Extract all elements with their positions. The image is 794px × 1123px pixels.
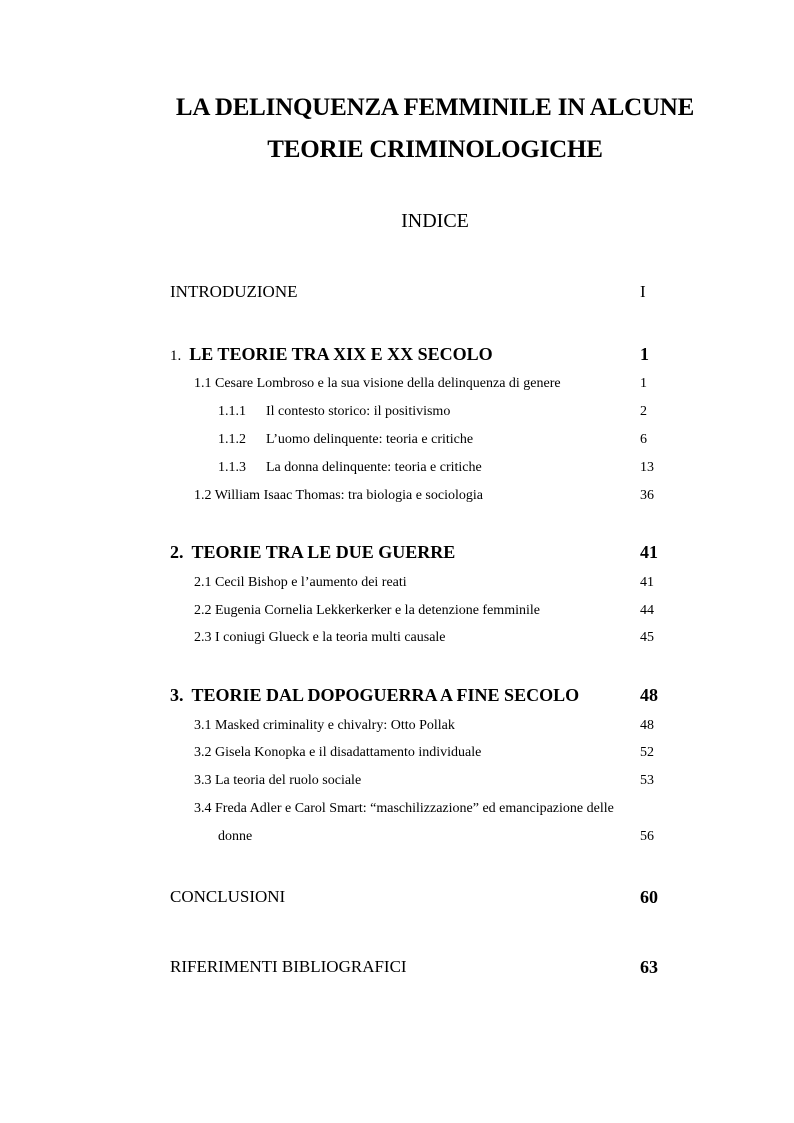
toc-introduction-page: I — [640, 282, 646, 301]
toc-section-3-4-page: 56 — [640, 829, 654, 844]
toc-section-2-3-page: 45 — [640, 630, 654, 645]
toc-chapter-3-page: 48 — [640, 685, 658, 705]
toc-section-3-4: 3.4 Freda Adler e Carol Smart: “maschilizzazione” ed emancipazione delle — [194, 801, 614, 816]
toc-chapter-3-number: 3. — [170, 685, 184, 705]
toc-subsection-1-1-2 — [218, 428, 473, 452]
toc-chapter-2-title: TEORIE TRA LE DUE GUERRE — [191, 542, 456, 562]
toc-bibliography-page: 63 — [640, 957, 658, 977]
toc-chapter-1-number: 1. — [170, 348, 182, 364]
toc-section-2-3: 2.3 I coniugi Glueck e la teoria multi causale — [194, 630, 446, 645]
toc-bibliography-label: RIFERIMENTI BIBLIOGRAFICI — [170, 957, 407, 976]
toc-chapter-1 — [170, 342, 493, 366]
toc-conclusions-label: CONCLUSIONI — [170, 887, 286, 906]
toc-chapter-2-number: 2. — [170, 542, 184, 562]
toc-subsection-1-1-2-number: 1.1.2 — [218, 432, 246, 447]
toc-section-3-2: 3.2 Gisela Konopka e il disadattamento individuale — [194, 745, 482, 760]
toc-section-3-3-page: 53 — [640, 773, 654, 788]
toc-section-3-2-page: 52 — [640, 745, 654, 760]
toc-section-1-2: 1.2 William Isaac Thomas: tra biologia e sociologia — [194, 488, 483, 503]
toc-section-3-1: 3.1 Masked criminality e chivalry: Otto Pollak — [194, 718, 455, 733]
index-heading: INDICE — [401, 210, 469, 232]
toc-subsection-1-1-1-page: 2 — [640, 404, 647, 419]
toc-section-1-2-page: 36 — [640, 488, 654, 503]
toc-section-2-2-page: 44 — [640, 603, 654, 618]
toc-subsection-1-1-3-label: La donna delinquente: teoria e critiche — [266, 460, 482, 475]
toc-subsection-1-1-1 — [218, 400, 450, 424]
toc-chapter-3 — [170, 683, 579, 707]
document-title-line-1: LA DELINQUENZA FEMMINILE IN ALCUNE — [175, 94, 695, 121]
toc-subsection-1-1-2-page: 6 — [640, 432, 647, 447]
toc-section-2-2: 2.2 Eugenia Cornelia Lekkerkerker e la detenzione femminile — [194, 603, 540, 618]
toc-conclusions-page: 60 — [640, 887, 658, 907]
toc-section-3-1-page: 48 — [640, 718, 654, 733]
toc-chapter-3-title: TEORIE DAL DOPOGUERRA A FINE SECOLO — [191, 685, 580, 705]
toc-subsection-1-1-3 — [218, 456, 482, 480]
toc-section-1-1-page: 1 — [640, 376, 647, 391]
toc-subsection-1-1-3-number: 1.1.3 — [218, 460, 246, 475]
toc-section-3-3: 3.3 La teoria del ruolo sociale — [194, 773, 362, 788]
toc-chapter-2-page: 41 — [640, 542, 658, 562]
toc-section-2-1-page: 41 — [640, 575, 654, 590]
toc-subsection-1-1-1-label: Il contesto storico: il positivismo — [266, 404, 451, 419]
toc-chapter-2 — [170, 540, 455, 564]
toc-chapter-1-title: LE TEORIE TRA XIX E XX SECOLO — [189, 344, 493, 364]
toc-subsection-1-1-2-label: L’uomo delinquente: teoria e critiche — [266, 432, 474, 447]
toc-section-1-1: 1.1 Cesare Lombroso e la sua visione della delinquenza di genere — [194, 376, 561, 391]
toc-subsection-1-1-3-page: 13 — [640, 460, 654, 475]
toc-chapter-1-page: 1 — [640, 344, 649, 364]
toc-section-3-4-continuation: donne — [218, 829, 253, 844]
document-title-line-2: TEORIE CRIMINOLOGICHE — [267, 136, 603, 163]
toc-subsection-1-1-1-number: 1.1.1 — [218, 404, 246, 419]
toc-section-2-1: 2.1 Cecil Bishop e l’aumento dei reati — [194, 575, 407, 590]
toc-introduction-label: INTRODUZIONE — [170, 282, 298, 301]
